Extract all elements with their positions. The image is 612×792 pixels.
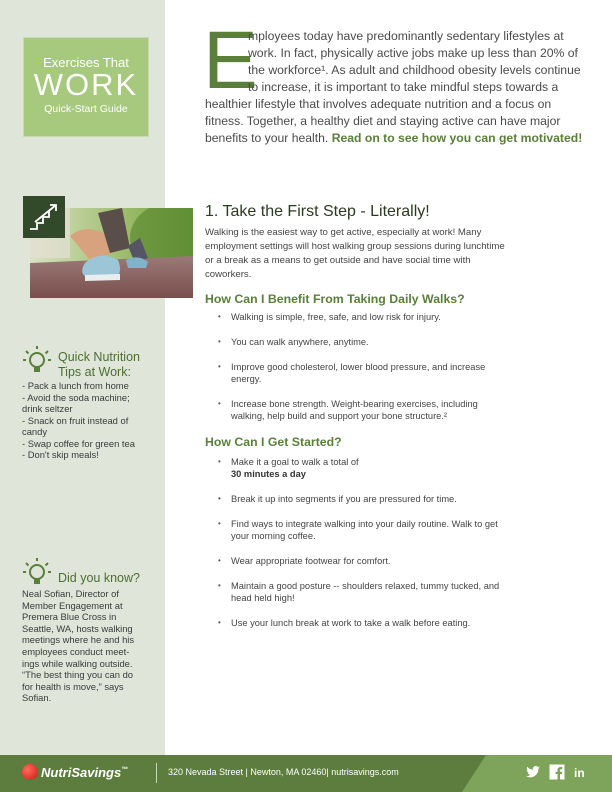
list-item: • You can walk anywhere, anytime. (218, 336, 538, 348)
title-line-3: Quick-Start Guide (44, 103, 128, 115)
list-item: • Maintain a good posture -- shoulders relaxed, tummy tucked, and head held high! (218, 580, 538, 604)
tip-line: - Snack on fruit instead of (22, 414, 129, 426)
list-item: • Break it up into segments if you are pressured for time. (218, 493, 538, 505)
title-line-2: WORK (33, 67, 139, 102)
linkedin-icon[interactable] (573, 764, 589, 780)
tips-heading: Quick Nutrition Tips at Work: (58, 350, 140, 379)
lightbulb-icon (22, 344, 52, 376)
tip-line: candy (22, 426, 48, 437)
body-line: employment settings will host walking group sessions during lunchtime (205, 241, 505, 252)
did-you-know-body: Neal Sofian, Director of Member Engagement at Premera Blue Cross in Seattle, WA, hosts walking meetings where he and his employees conduct meet- ings while walking outside. “The best thing you can do for health is move,” says Sofian. (22, 588, 135, 704)
logo-text: NutriSavings (41, 764, 122, 780)
lightbulb-icon (22, 556, 52, 588)
tip-line: - Don't skip meals! (22, 449, 99, 460)
list-item: • Make it a goal to walk a total of 30 minutes a day (218, 456, 538, 480)
nutrition-tips (22, 380, 162, 461)
intro-last-plain: benefits to your health. (205, 131, 332, 145)
intro-line: the workforce¹. As adult and childhood obesity levels continue (248, 63, 581, 77)
tip-line: - Swap coffee for green tea (22, 437, 135, 449)
svg-text:in: in (574, 766, 585, 780)
section-title: 1. Take the First Step - Literally! (205, 203, 430, 220)
footer-address[interactable]: 320 Nevada Street | Newton, MA 02460| nutrisavings.com (168, 767, 399, 777)
intro-line: fitness. Together, a healthy diet and staying active can have major (205, 114, 561, 128)
nutrisavings-logo[interactable] (22, 764, 128, 780)
logo-dot-icon (22, 764, 38, 780)
tip-line: drink seltzer (22, 403, 73, 414)
footer-divider (156, 763, 157, 783)
list-item: • Increase bone strength. Weight-bearing exercises, including walking, help build and support your bone structure.² (218, 398, 538, 422)
list-item: • Wear appropriate footwear for comfort. (218, 555, 538, 567)
tip-line: - Pack a lunch from home (22, 380, 129, 391)
facebook-icon[interactable] (549, 764, 565, 780)
benefits-heading: How Can I Benefit From Taking Daily Walks? (205, 292, 465, 306)
benefits-list (218, 311, 538, 435)
body-line: Walking is the easiest way to get active, especially at work! Many (205, 227, 482, 238)
did-you-know-heading: Did you know? (58, 571, 140, 585)
list-item: • Find ways to integrate walking into your daily routine. Walk to get your morning coffee. (218, 518, 538, 542)
list-item: • Use your lunch break at work to take a walk before eating. (218, 617, 538, 629)
title-line-1: Exercises That (43, 55, 129, 70)
tip-line: - Avoid the soda machine; (22, 391, 130, 403)
guide-title-box (23, 37, 149, 137)
intro-call-to-action: Read on to see how you can get motivated! (331, 131, 583, 145)
drop-cap: E (203, 15, 258, 106)
stairs-arrow-icon (23, 196, 65, 238)
intro-line: mployees today have predominantly sedentary lifestyles at (248, 29, 564, 43)
twitter-icon[interactable] (525, 764, 541, 780)
get-started-list (218, 456, 538, 642)
intro-line: work. In fact, physically active jobs make up less than 20% of (248, 46, 578, 60)
intro-line: healthier lifestyle that involves adequate nutrition and a focus on (205, 97, 552, 111)
section-body (205, 226, 545, 282)
list-item: • Improve good cholesterol, lower blood pressure, and increase energy. (218, 361, 538, 385)
intro-line (205, 130, 595, 147)
logo-trademark: ™ (121, 766, 129, 774)
body-line: or a break as a means to get outside and have social time with (205, 255, 471, 266)
list-item: • Walking is simple, free, safe, and low risk for injury. (218, 311, 538, 323)
intro-paragraph (203, 15, 595, 147)
body-line: coworkers. (205, 269, 252, 280)
get-started-heading: How Can I Get Started? (205, 435, 342, 449)
intro-line: to increase, it is important to take mindful steps towards a (248, 80, 559, 94)
